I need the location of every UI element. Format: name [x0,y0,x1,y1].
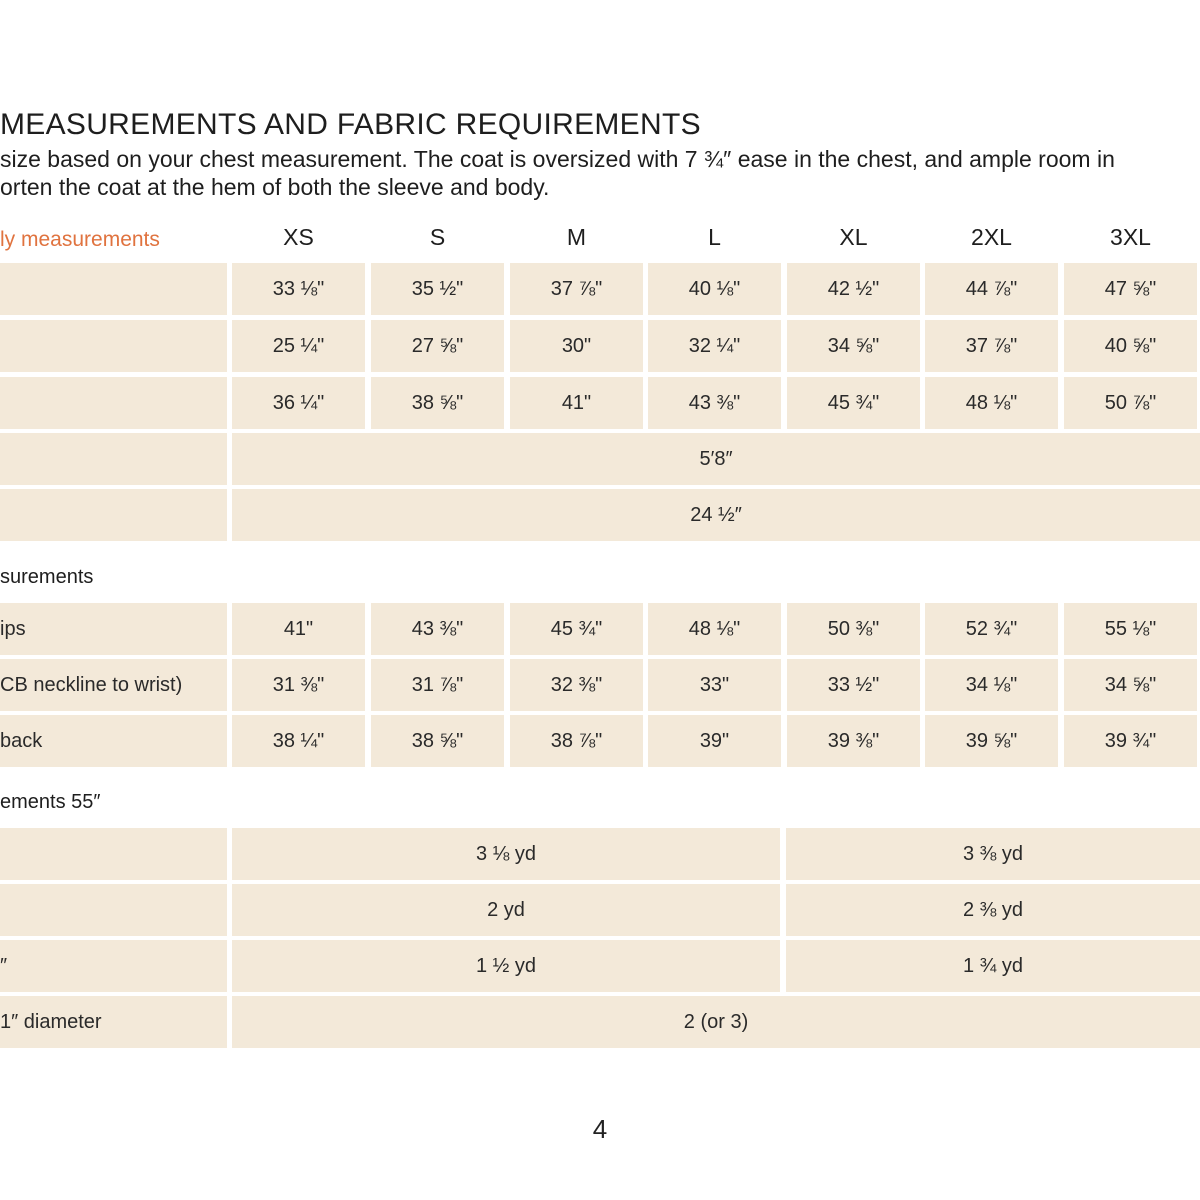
value-cell: 39" [648,715,781,767]
row-label: back [0,715,227,767]
row-label: ″ [0,940,227,992]
fabric-right-cell: 3 ⅜ yd [786,828,1200,880]
size-header-s: S [429,224,446,250]
value-cell: 33 ½" [787,659,920,711]
row-label [0,377,227,429]
value-cell: 55 ⅛" [1064,603,1197,655]
value-cell: 48 ⅛" [925,377,1058,429]
value-cell: 33 ⅛" [232,263,365,315]
row-label [0,828,227,880]
row-label [0,320,227,372]
value-cell: 40 ⅝" [1064,320,1197,372]
fabric-left-cell: 1 ½ yd [232,940,780,992]
value-cell: 52 ¾" [925,603,1058,655]
fabric-left-cell: 2 yd [232,884,780,936]
body-measurements-label: ly measurements [0,228,160,251]
fabric-requirements-label: ements 55″ [0,791,101,813]
value-cell: 35 ½" [371,263,504,315]
value-cell: 39 ¾" [1064,715,1197,767]
value-cell: 48 ⅛" [648,603,781,655]
row-label: CB neckline to wrist) [0,659,227,711]
intro-line-1: size based on your chest measurement. The coat is oversized with 7 ¾″ ease in the chest, and ample room in [0,146,1115,172]
value-cell: 32 ¼" [648,320,781,372]
row-label: ips [0,603,227,655]
row-label [0,489,227,541]
spanned-value-cell: 5′8″ [232,433,1200,485]
value-cell: 37 ⅞" [510,263,643,315]
value-cell: 40 ⅛" [648,263,781,315]
fabric-right-cell: 1 ¾ yd [786,940,1200,992]
spanned-value-cell: 24 ½″ [232,489,1200,541]
row-label: 1″ diameter [0,996,227,1048]
value-cell: 45 ¾" [510,603,643,655]
spanned-value-cell: 2 (or 3) [232,996,1200,1048]
value-cell: 30" [510,320,643,372]
value-cell: 38 ¼" [232,715,365,767]
value-cell: 43 ⅜" [371,603,504,655]
page-number: 4 [592,1114,608,1144]
value-cell: 41" [232,603,365,655]
value-cell: 31 ⅞" [371,659,504,711]
value-cell: 38 ⅞" [510,715,643,767]
value-cell: 27 ⅝" [371,320,504,372]
value-cell: 25 ¼" [232,320,365,372]
value-cell: 34 ⅝" [787,320,920,372]
finished-measurements-label: surements [0,566,94,588]
row-label [0,433,227,485]
page-title: MEASUREMENTS AND FABRIC REQUIREMENTS [0,108,701,141]
value-cell: 32 ⅜" [510,659,643,711]
value-cell: 50 ⅜" [787,603,920,655]
value-cell: 41" [510,377,643,429]
value-cell: 44 ⅞" [925,263,1058,315]
size-header-l: L [708,224,721,250]
value-cell: 33" [648,659,781,711]
size-header-m: M [566,224,587,250]
row-label [0,263,227,315]
size-header-xs: XS [283,224,314,250]
value-cell: 34 ⅝" [1064,659,1197,711]
value-cell: 47 ⅝" [1064,263,1197,315]
value-cell: 37 ⅞" [925,320,1058,372]
size-header-3xl: 3XL [1110,224,1151,250]
value-cell: 36 ¼" [232,377,365,429]
value-cell: 50 ⅞" [1064,377,1197,429]
value-cell: 34 ⅛" [925,659,1058,711]
value-cell: 38 ⅝" [371,377,504,429]
size-header-xl: XL [839,224,868,250]
value-cell: 31 ⅜" [232,659,365,711]
value-cell: 38 ⅝" [371,715,504,767]
value-cell: 45 ¾" [787,377,920,429]
size-header-2xl: 2XL [971,224,1012,250]
row-label [0,884,227,936]
value-cell: 43 ⅜" [648,377,781,429]
fabric-right-cell: 2 ⅜ yd [786,884,1200,936]
fabric-left-cell: 3 ⅛ yd [232,828,780,880]
value-cell: 39 ⅜" [787,715,920,767]
intro-line-2: orten the coat at the hem of both the sleeve and body. [0,174,550,200]
value-cell: 42 ½" [787,263,920,315]
value-cell: 39 ⅝" [925,715,1058,767]
